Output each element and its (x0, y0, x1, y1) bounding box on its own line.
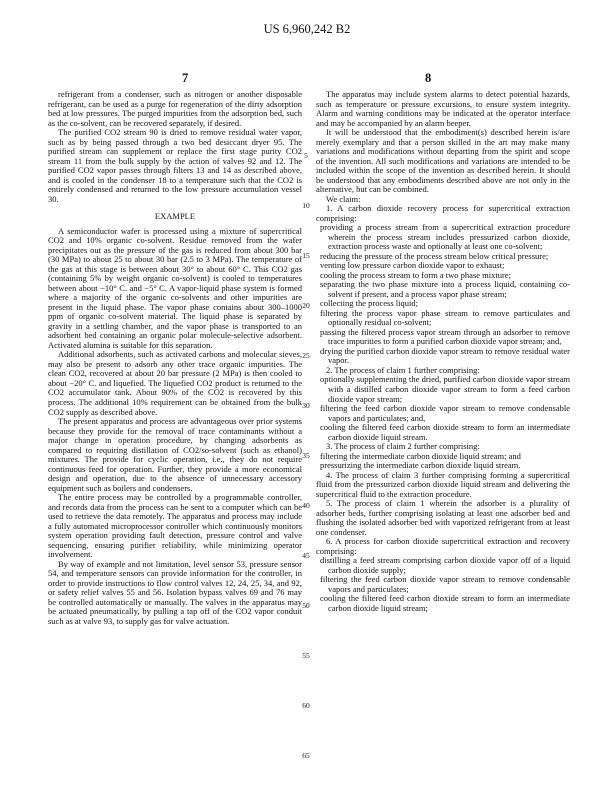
claim-item: optionally supplementing the dried, purified carbon dioxide vapor stream with a distilled carbon dioxide vapor stream to form a feed carbon dioxide vapor stream; (320, 374, 570, 404)
claim-item: reducing the pressure of the process stream below critical pressure; (320, 250, 549, 261)
claim-item: separating the two phase mixture into a process liquid, containing co-solvent if present, and a process vapor phase stream; (320, 279, 570, 299)
line-number: 50 (302, 601, 310, 610)
claim-item: drying the purified carbon dioxide vapor stream to remove residual water vapor. (320, 345, 570, 366)
line-number: 40 (302, 501, 310, 510)
page-number-left: 7 (182, 71, 189, 85)
claim-item: cooling the filtered feed carbon dioxide stream to form an intermediate carbon dioxide liquid stream. (320, 422, 570, 442)
claim: 1. A carbon dioxide recovery process for supercritical extraction comprising: (316, 203, 570, 223)
claim: 5. The process of claim 1 wherein the adsorber is a plurality of adsorber beds, further comprising isolating at least one adsorber bed and flushing the isolated adsorber bed with vaporized refrigerant from at least one condenser. (316, 498, 570, 537)
claim-item: collecting the process liquid; (320, 298, 418, 309)
paragraph: The purified CO2 stream 90 is dried to remove residual water vapor, such as by being passed through a two bed desiccant dryer 95. The purified stream can supplement or replace the first stage purity CO2 stream 11 from the bulk supply by the action of valves 92 and 12. The purified CO2 vapor passes through filters 13 and 14 as described above, and is cooled in the condenser 18 to a temperature such that the CO2 is entirely condensed and returned to the low pressure accumulation vessel 30. (48, 127, 302, 204)
line-number: 5 (304, 151, 308, 160)
paragraph: The apparatus may include system alarms to detect potential hazards, such as temperature or pressure excursions, to ensure system integrity. Alarm and warning conditions may be indicated at the operator interface and may be accompanied by an alarm beeper. (316, 89, 570, 128)
patent-number-header: US 6,960,242 B2 (263, 22, 351, 36)
claim: 2. The process of claim 1 further comprising: (326, 364, 480, 375)
section-heading: EXAMPLE (154, 211, 196, 222)
line-number: 25 (302, 351, 310, 360)
line-number: 55 (302, 651, 310, 660)
paragraph: refrigerant from a condenser, such as nitrogen or another disposable refrigerant, can be used as a purge for regeneration of the dirty adsorption bed at low pressures. The purged impurities from the adsorption bed, such as the co-solvent, can be recovered separately, if desired. (48, 89, 302, 128)
line-number: 20 (302, 301, 310, 310)
claim: 3. The process of claim 2 further comprising: (326, 441, 480, 452)
line-number: 30 (302, 401, 310, 410)
claim-item: filtering the intermediate carbon dioxide liquid stream; and (320, 450, 521, 461)
paragraph: By way of example and not limitation, level sensor 53, pressure sensor 54, and temperature sensors can provide information for the controller, in order to provide instructions to flow control valves 12, 24, 25, 34, and 92, or safety relief valves 55 and 56. Isolation bypass valves 69 and 76 may be controlled automatically or manually. The valves in the apparatus may be actuated pneumatically, by pulling a tap off of the CO2 vapor conduit such as at valve 93, to supply gas for valve actuation. (48, 558, 302, 626)
paragraph: We claim: (326, 193, 361, 204)
claim-item: pressurizing the intermediate carbon dioxide liquid stream. (320, 460, 521, 471)
line-number: 65 (302, 751, 310, 760)
line-number: 15 (302, 251, 310, 260)
claim-item: providing a process stream from a supercritical extraction procedure wherein the process stream includes pressurized carbon dioxide, extraction process waste and optionally at least one co-solvent; (320, 222, 570, 252)
claim-item: passing the filtered process vapor stream through an adsorber to remove trace impurities to form a purified carbon dioxide vapor stream; and, (320, 326, 570, 347)
claim-item: cooling the filtered feed carbon dioxide stream to form an intermediate carbon dioxide liquid stream; (320, 593, 570, 613)
claim: 4. The process of claim 3 further comprising forming a supercritical fluid from the pressurized carbon dioxide liquid stream and delivering the supercritical fluid to the extraction procedure. (316, 469, 570, 499)
line-number: 45 (302, 551, 310, 560)
claim-item: venting low pressure carbon dioxide vapor to exhaust; (320, 260, 505, 271)
claim-item: distilling a feed stream comprising carbon dioxide vapor off of a liquid carbon dioxide supply; (320, 555, 570, 575)
line-number: 10 (302, 201, 310, 210)
claim-item: filtering the process vapor phase stream to remove particulates and optionally residual co-solvent; (320, 307, 570, 328)
paragraph: Additional adsorbents, such as activated carbons and molecular sieves, may also be present to adsorb any other trace organic impurities. The clean CO2, recovered at about 20 bar pressure (2 MPa) is then cooled to about −20° C. and liquefied. The liquefied CO2 product is returned to the CO2 accumulator tank. About 90% of the CO2 is recovered by this process. The additional 10% requirement can be obtained from the bulk CO2 supply as described above. (48, 349, 302, 417)
right-text-column (316, 90, 570, 613)
claim-item: filtering the feed carbon dioxide vapor stream to remove condensable vapors and particulates; (320, 574, 570, 594)
line-number: 60 (302, 701, 310, 710)
paragraph: It will be understood that the embodiment(s) described herein is/are merely exemplary and that a person skilled in the art may make many variations and modifications without departing from the spirit and scope of the invention. All such modifications and variations are intended to be included within the scope of the invention as described herein. It should be understood that any embodiments described above are not only in the alternative, but can be combined. (316, 127, 570, 195)
paragraph: The present apparatus and process are advantageous over prior systems because they provide for the removal of trace contaminants without a major change in operation procedure, by changing adsorbents as compared to requiring distillation of CO2/so-solvent (such as ethanol) mixtures. The provide for cyclic operation, i.e., they do not require continuous feed for operation. Further, they provide a more economical design and operation, due to the absence of unnecessary accessory equipment such as boilers and condensers. (48, 416, 302, 493)
line-number: 35 (302, 451, 310, 460)
claim-item: filtering the feed carbon dioxide vapor stream to remove condensable vapors and particulates; and, (320, 403, 570, 423)
paragraph: A semiconductor wafer is processed using a mixture of supercritical CO2 and 10% organic co-solvent. Residue removed from the wafer precipitates out as the pressure of the gas is reduced from about 300 bar (30 MPa) to about 25 to about 30 bar (2.5 to 3 MPa). The temperature of the gas at this stage is between about 30° to about 60° C. This CO2 gas (containing 5% by weight organic co-solvent) is cooled to temperatures between about −10° C. and −5° C. A vapor-liquid phase system is formed where a majority of the organic co-solvents and other impurities are present in the liquid phase. The vapor phase contains about 300–1000 ppm of organic co-solvent material. The liquid phase is separated by gravity in a settling chamber, and the vapor phase is transported to an adsorbent bed containing an organic polar molecule-selective adsorbent. Activated alumina is suitable for this separation. (48, 225, 302, 350)
left-text-column (48, 90, 302, 626)
claim: 6. A process for carbon dioxide supercritical extraction and recovery comprising: (316, 536, 570, 556)
paragraph: The entire process may be controlled by a programmable controller, and records data from the process can be sent to a computer which can be used to retrieve the data remotely. The apparatus and process may include a fully automated microprocessor controller which continuously monitors system operation providing fault detection, pressure control and valve sequencing, ensuring purifier reliability, while minimizing operator involvement. (48, 492, 302, 560)
page-number-right: 8 (425, 71, 432, 85)
claim-item: cooling the process stream to form a two phase mixture; (320, 269, 511, 280)
